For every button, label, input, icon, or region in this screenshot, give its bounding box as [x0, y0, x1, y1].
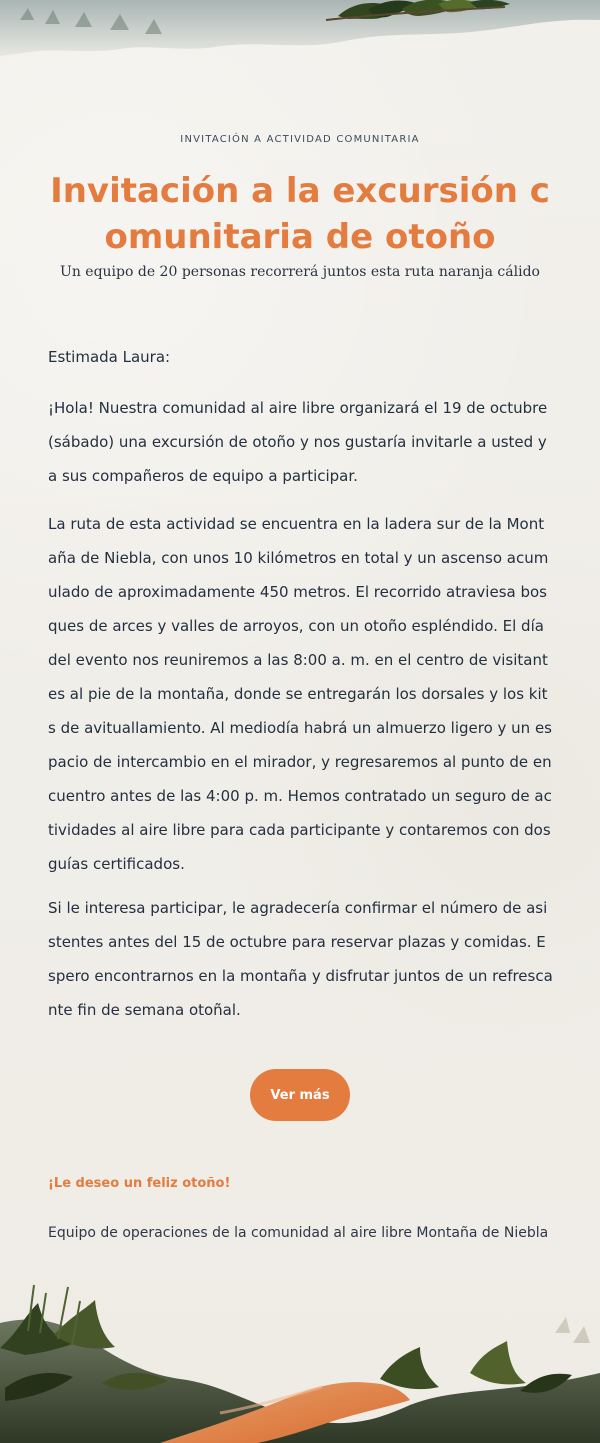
body-paragraph-1: ¡Hola! Nuestra comunidad al aire libre organizará el 19 de octubre (sábado) una excursión de otoño y nos gustaría invitarle a usted y a sus compañeros de equipo a participar. [48, 399, 548, 485]
page-title: Invitación a la excursión comunitaria de otoño [50, 171, 550, 257]
top-misty-forest-illustration [0, 0, 600, 58]
body-paragraph-2: La ruta de esta actividad se encuentra en la ladera sur de la Montaña de Niebla, con unos 10 kilómetros en total y un ascenso acumulado de aproximadamente 450 metros. El recorrido atraviesa bosques de arces y valles de arroyos, con un otoño espléndido. El día del evento nos reuniremos a las 8:00 a. m. en el centro de visitantes al pie de la montaña, donde se entregarán los dorsales y los kits de avituallamiento. Al mediodía habrá un almuerzo ligero y un espacio de intercambio en el mirador, y regresaremos al punto de encuentro antes de las 4:00 p. m. Hemos contratado un seguro de actividades al aire libre para cada participante y contaremos con dos guías certificados. [48, 515, 553, 873]
signature-line: Equipo de operaciones de la comunidad al aire libre Montaña de Niebla [48, 1225, 549, 1241]
see-more-button[interactable]: Ver más [250, 1069, 350, 1121]
subtitle: Un equipo de 20 personas recorrerá juntos esta ruta naranja cálido [60, 264, 540, 280]
bottom-autumn-trail-illustration [0, 1223, 600, 1443]
closing-line: ¡Le deseo un feliz otoño! [48, 1176, 231, 1191]
eyebrow-label: INVITACIÓN A ACTIVIDAD COMUNITARIA [180, 134, 420, 145]
body-paragraph-3: Si le interesa participar, le agradecería confirmar el número de asistentes antes del 15 de octubre para reservar plazas y comidas. Espero encontrarnos en la montaña y disfrutar juntos de un refrescante fin de semana otoñal. [48, 899, 553, 1019]
greeting-line: Estimada Laura: [48, 348, 171, 366]
